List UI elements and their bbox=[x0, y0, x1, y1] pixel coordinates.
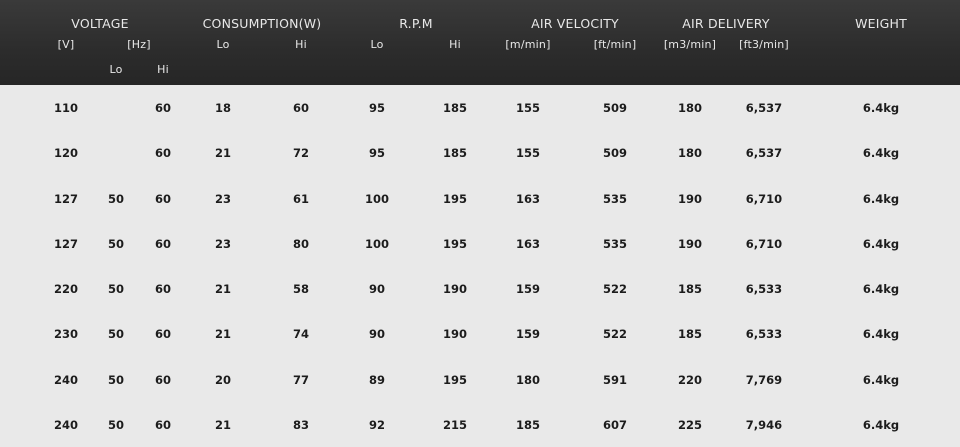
cell-voltage: 127 bbox=[53, 236, 79, 251]
cell-consumption-hi: 80 bbox=[292, 236, 310, 251]
table-row bbox=[0, 266, 960, 311]
cell-velocity-ft-min: 535 bbox=[602, 236, 628, 251]
table-header bbox=[0, 0, 960, 85]
subheader-rpm-lo: Lo bbox=[370, 38, 384, 51]
cell-rpm-lo: 90 bbox=[368, 282, 386, 296]
cell-hz-lo: 50 bbox=[107, 236, 125, 251]
cell-consumption-hi: 83 bbox=[292, 417, 310, 432]
cell-weight: 6.4kg bbox=[862, 191, 900, 206]
subheader-m-per-min: [m/min] bbox=[505, 38, 551, 51]
cell-velocity-m-min: 159 bbox=[515, 282, 541, 296]
cell-delivery-m3-min: 220 bbox=[677, 372, 703, 387]
cell-velocity-m-min: 155 bbox=[515, 101, 541, 115]
cell-rpm-hi: 190 bbox=[442, 282, 468, 296]
cell-hz-hi: 60 bbox=[154, 282, 172, 296]
cell-consumption-hi: 61 bbox=[292, 191, 310, 206]
cell-consumption-lo: 23 bbox=[214, 236, 232, 251]
cell-delivery-m3-min: 185 bbox=[677, 327, 703, 342]
cell-velocity-m-min: 180 bbox=[515, 372, 541, 387]
cell-weight: 6.4kg bbox=[862, 236, 900, 251]
cell-velocity-ft-min: 607 bbox=[602, 417, 628, 432]
subheader-hz-hi: Hi bbox=[157, 63, 169, 76]
cell-voltage: 240 bbox=[53, 372, 79, 387]
cell-hz-hi: 60 bbox=[154, 417, 172, 432]
cell-delivery-ft3-min: 6,533 bbox=[745, 327, 783, 342]
cell-delivery-ft3-min: 6,533 bbox=[745, 282, 783, 296]
cell-delivery-ft3-min: 6,710 bbox=[745, 236, 783, 251]
header-air-delivery: AIR DELIVERY bbox=[682, 16, 770, 31]
cell-hz-hi: 60 bbox=[154, 327, 172, 342]
header-voltage: VOLTAGE bbox=[71, 16, 129, 31]
cell-velocity-m-min: 155 bbox=[515, 146, 541, 161]
cell-consumption-lo: 21 bbox=[214, 282, 232, 296]
table-row bbox=[0, 130, 960, 175]
cell-rpm-hi: 190 bbox=[442, 327, 468, 342]
cell-velocity-ft-min: 535 bbox=[602, 191, 628, 206]
cell-consumption-hi: 72 bbox=[292, 146, 310, 161]
cell-delivery-ft3-min: 6,710 bbox=[745, 191, 783, 206]
cell-velocity-ft-min: 522 bbox=[602, 282, 628, 296]
subheader-volt-unit: [V] bbox=[57, 38, 75, 51]
subheader-hz-lo: Lo bbox=[109, 63, 123, 76]
cell-delivery-m3-min: 190 bbox=[677, 191, 703, 206]
cell-hz-hi: 60 bbox=[154, 372, 172, 387]
table-row bbox=[0, 402, 960, 447]
cell-rpm-hi: 185 bbox=[442, 101, 468, 115]
cell-rpm-lo: 100 bbox=[364, 191, 390, 206]
cell-consumption-lo: 21 bbox=[214, 146, 232, 161]
cell-delivery-m3-min: 180 bbox=[677, 146, 703, 161]
cell-consumption-lo: 23 bbox=[214, 191, 232, 206]
cell-velocity-m-min: 185 bbox=[515, 417, 541, 432]
cell-velocity-m-min: 159 bbox=[515, 327, 541, 342]
cell-rpm-lo: 89 bbox=[368, 372, 386, 387]
cell-voltage: 127 bbox=[53, 191, 79, 206]
cell-delivery-ft3-min: 7,769 bbox=[745, 372, 783, 387]
subheader-hz-unit: [Hz] bbox=[127, 38, 151, 51]
cell-consumption-lo: 18 bbox=[214, 101, 232, 115]
cell-hz-hi: 60 bbox=[154, 236, 172, 251]
cell-hz-lo: 50 bbox=[107, 327, 125, 342]
cell-velocity-ft-min: 591 bbox=[602, 372, 628, 387]
cell-velocity-ft-min: 509 bbox=[602, 101, 628, 115]
cell-weight: 6.4kg bbox=[862, 146, 900, 161]
cell-velocity-ft-min: 509 bbox=[602, 146, 628, 161]
cell-delivery-m3-min: 225 bbox=[677, 417, 703, 432]
cell-rpm-hi: 215 bbox=[442, 417, 468, 432]
cell-rpm-hi: 195 bbox=[442, 236, 468, 251]
cell-consumption-hi: 58 bbox=[292, 282, 310, 296]
cell-delivery-ft3-min: 6,537 bbox=[745, 146, 783, 161]
cell-rpm-lo: 90 bbox=[368, 327, 386, 342]
cell-consumption-hi: 77 bbox=[292, 372, 310, 387]
table-row bbox=[0, 357, 960, 402]
header-air-velocity: AIR VELOCITY bbox=[531, 16, 619, 31]
cell-rpm-hi: 195 bbox=[442, 191, 468, 206]
cell-rpm-lo: 100 bbox=[364, 236, 390, 251]
cell-velocity-ft-min: 522 bbox=[602, 327, 628, 342]
cell-hz-hi: 60 bbox=[154, 101, 172, 115]
subheader-rpm-hi: Hi bbox=[449, 38, 461, 51]
cell-weight: 6.4kg bbox=[862, 282, 900, 296]
cell-delivery-m3-min: 190 bbox=[677, 236, 703, 251]
cell-consumption-lo: 21 bbox=[214, 417, 232, 432]
table-row bbox=[0, 311, 960, 356]
cell-consumption-hi: 74 bbox=[292, 327, 310, 342]
table-row bbox=[0, 85, 960, 130]
subheader-m3-per-min: [m3/min] bbox=[663, 38, 717, 51]
cell-consumption-hi: 60 bbox=[292, 101, 310, 115]
cell-hz-hi: 60 bbox=[154, 146, 172, 161]
cell-velocity-m-min: 163 bbox=[515, 236, 541, 251]
cell-hz-lo: 50 bbox=[107, 191, 125, 206]
cell-hz-hi: 60 bbox=[154, 191, 172, 206]
cell-voltage: 110 bbox=[53, 101, 79, 115]
cell-rpm-hi: 185 bbox=[442, 146, 468, 161]
cell-rpm-lo: 95 bbox=[368, 101, 386, 115]
cell-weight: 6.4kg bbox=[862, 101, 900, 115]
cell-delivery-m3-min: 180 bbox=[677, 101, 703, 115]
cell-voltage: 220 bbox=[53, 282, 79, 296]
cell-voltage: 230 bbox=[53, 327, 79, 342]
cell-hz-lo: 50 bbox=[107, 417, 125, 432]
header-consumption: CONSUMPTION(W) bbox=[202, 16, 322, 31]
cell-voltage: 120 bbox=[53, 146, 79, 161]
cell-delivery-ft3-min: 6,537 bbox=[745, 101, 783, 115]
cell-hz-lo: 50 bbox=[107, 282, 125, 296]
cell-voltage: 240 bbox=[53, 417, 79, 432]
subheader-ft-per-min: [ft/min] bbox=[593, 38, 637, 51]
subheader-consumption-lo: Lo bbox=[216, 38, 230, 51]
cell-weight: 6.4kg bbox=[862, 372, 900, 387]
table-row bbox=[0, 221, 960, 266]
cell-hz-lo: 50 bbox=[107, 372, 125, 387]
header-rpm: R.P.M bbox=[399, 16, 433, 31]
table-row bbox=[0, 176, 960, 221]
cell-consumption-lo: 21 bbox=[214, 327, 232, 342]
cell-velocity-m-min: 163 bbox=[515, 191, 541, 206]
header-weight: WEIGHT bbox=[855, 16, 907, 31]
cell-delivery-m3-min: 185 bbox=[677, 282, 703, 296]
cell-consumption-lo: 20 bbox=[214, 372, 232, 387]
cell-rpm-hi: 195 bbox=[442, 372, 468, 387]
subheader-ft3-per-min: [ft3/min] bbox=[739, 38, 789, 51]
cell-delivery-ft3-min: 7,946 bbox=[745, 417, 783, 432]
cell-weight: 6.4kg bbox=[862, 327, 900, 342]
cell-weight: 6.4kg bbox=[862, 417, 900, 432]
subheader-consumption-hi: Hi bbox=[295, 38, 307, 51]
cell-rpm-lo: 95 bbox=[368, 146, 386, 161]
cell-rpm-lo: 92 bbox=[368, 417, 386, 432]
